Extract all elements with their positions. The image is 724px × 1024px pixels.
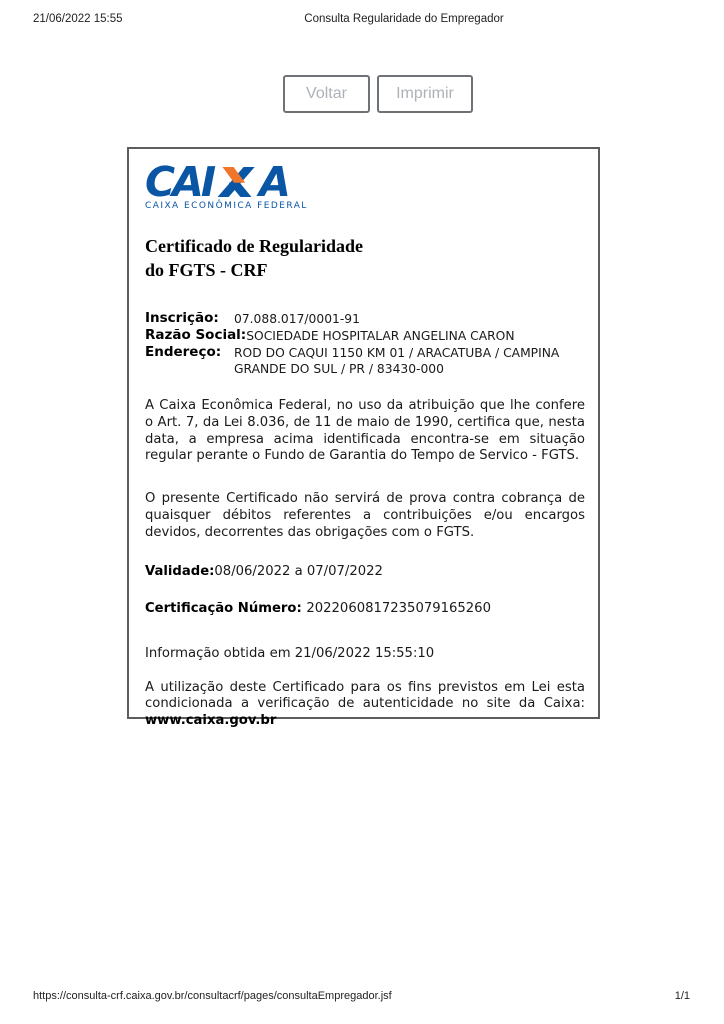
certificate-title-line2: do FGTS - CRF: [145, 260, 268, 280]
endereco-label: Endereço:: [145, 344, 222, 360]
inscricao-value: 07.088.017/0001-91: [234, 312, 360, 326]
info-obtida-line: Informação obtida em 21/06/2022 15:55:10: [145, 645, 435, 661]
disclaimer-paragraph: O presente Certificado não servirá de prova contra cobrança de quaisquer débitos referentes a contribuições e/ou encargos devidos, decorrentes das obrigações com o FGTS.: [145, 491, 585, 540]
validade-label: Validade:: [145, 563, 215, 579]
certificate-title-line1: Certificado de Regularidade: [145, 236, 363, 256]
razao-social-value: SOCIEDADE HOSPITALAR ANGELINA CARON: [246, 329, 515, 343]
voltar-button[interactable]: Voltar: [283, 75, 370, 113]
authenticity-text: A utilização deste Certificado para os fins previstos em Lei esta condicionada a verificação de autenticidade no site da Caixa:: [145, 679, 585, 712]
certificacao-numero-label: Certificação Número:: [145, 600, 302, 616]
razao-social-label: Razão Social:: [145, 327, 247, 343]
toolbar: [283, 75, 473, 113]
caixa-wordmark-left: CAI: [145, 158, 214, 206]
identification-fields: [145, 310, 585, 377]
certificate-title: [145, 234, 585, 282]
imprimir-button[interactable]: Imprimir: [377, 75, 473, 113]
certification-paragraph: A Caixa Econômica Federal, no uso da atribuição que lhe confere o Art. 7, da Lei 8.036, de 11 de maio de 1990, certifica que, nesta data, a empresa acima identificada encontra-se em situação regular perante o Fundo de Garantia do Tempo de Servico - FGTS.: [145, 398, 585, 464]
print-footer-url: https://consulta-crf.caixa.gov.br/consultacrf/pages/consultaEmpregador.jsf: [33, 990, 392, 1002]
certificacao-numero-line: [145, 600, 585, 617]
caixa-wordmark-right: A: [259, 158, 288, 206]
caixa-x-icon: [217, 167, 258, 197]
field-row-inscricao: [145, 310, 585, 327]
caixa-site-url: www.caixa.gov.br: [145, 713, 277, 729]
inscricao-label: Inscrição:: [145, 310, 219, 326]
validade-line: [145, 563, 585, 580]
authenticity-paragraph: [145, 680, 585, 730]
endereco-value: ROD DO CAQUI 1150 KM 01 / ARACATUBA / CAMPINA GRANDE DO SUL / PR / 83430-000: [234, 346, 560, 376]
print-footer-page-indicator: 1/1: [674, 990, 690, 1002]
certificate-card: [127, 147, 600, 729]
field-row-razao-social: [145, 327, 585, 344]
certificacao-numero-value: 2022060817235079165260: [306, 600, 491, 616]
caixa-logo-subtitle: CAIXA ECONÔMICA FEDERAL: [145, 201, 308, 211]
print-header-title: Consulta Regularidade do Empregador: [304, 13, 504, 25]
print-header-datetime: 21/06/2022 15:55: [33, 13, 123, 25]
validade-value: 08/06/2022 a 07/07/2022: [214, 563, 383, 579]
field-row-endereco: [145, 344, 585, 377]
caixa-logo: [145, 158, 308, 211]
